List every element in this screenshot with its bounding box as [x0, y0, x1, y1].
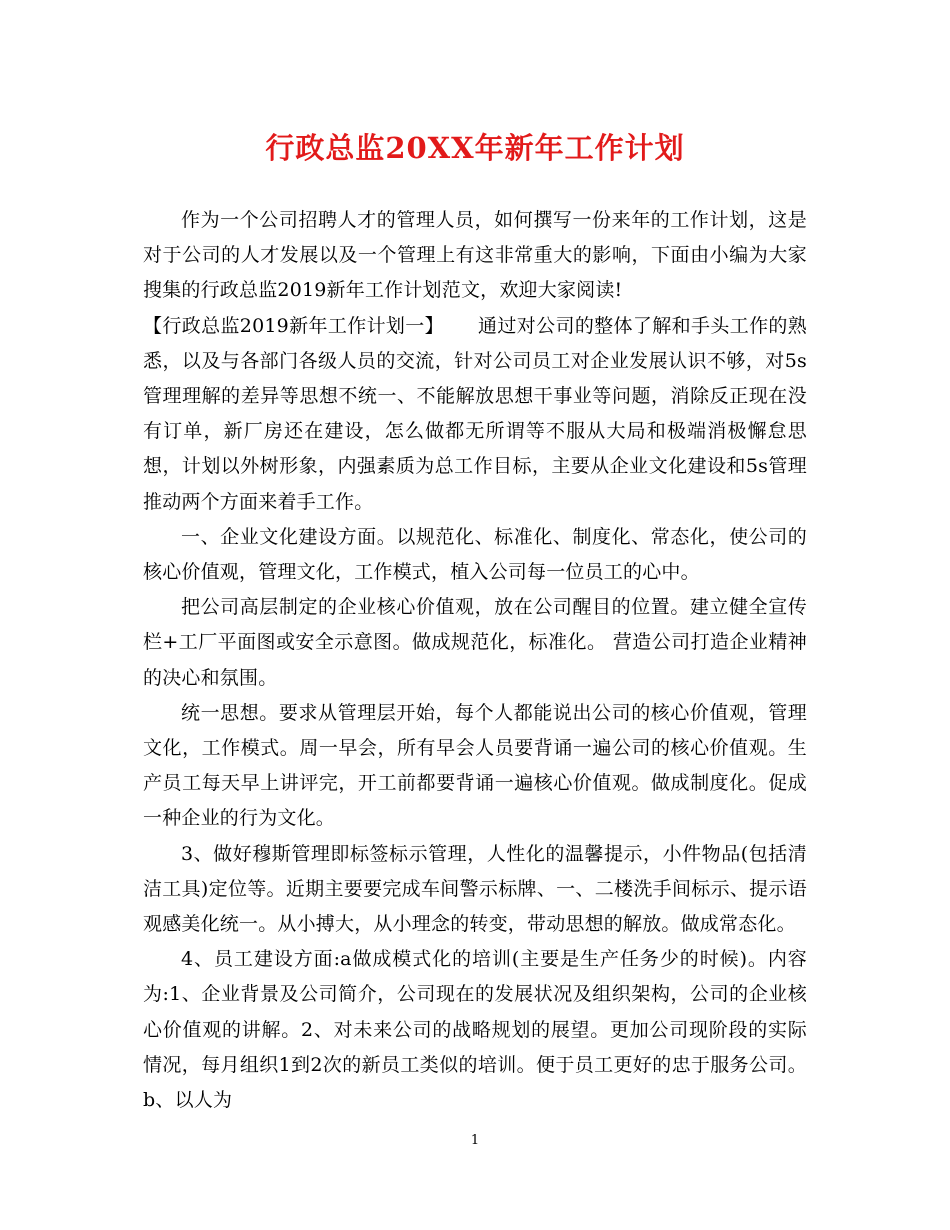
section-paragraph-text: 通过对公司的整体了解和手头工作的熟悉，以及与各部门各级人员的交流，针对公司员工对企业发展认识不够，对5s管理理解的差异等思想不统一、不能解放思想干事业等问题，消除反正现在没有订单，新厂房还在建设，怎么做都无所谓等不服从大局和极端消极懈怠思想，计划以外树形象，内强素质为总工作目标，主要从企业文化建设和5s管理推动两个方面来着手工作。	[143, 314, 807, 513]
page-number: 1	[470, 1133, 480, 1148]
section-paragraph	[143, 309, 807, 520]
intro-paragraph: 作为一个公司招聘人才的管理人员，如何撰写一份来年的工作计划，这是对于公司的人才发展以及一个管理上有这非常重大的影响，下面由小编为大家搜集的行政总监2019新年工作计划范文，欢迎大家阅读!	[143, 209, 807, 302]
label-management-paragraph: 3、做好穆斯管理即标签标示管理，人性化的温馨提示，小件物品(包括清洁工具)定位等。近期主要要完成车间警示标牌、一、二楼洗手间标示、提示语观感美化统一。从小搏大，从小理念的转变，带动思想的解放。做成常态化。	[143, 842, 807, 936]
document-body	[143, 203, 807, 1118]
section-heading: 【行政总监2019新年工作计划一】	[143, 314, 445, 337]
document-title: 行政总监20XX年新年工作计划	[265, 131, 685, 165]
thinking-paragraph: 统一思想。要求从管理层开始，每个人都能说出公司的核心价值观，管理文化，工作模式。周一早会，所有早会人员要背诵一遍公司的核心价值观。生产员工每天早上讲评完，开工前都要背诵一遍核心价值观。做成制度化。促成一种企业的行为文化。	[143, 701, 807, 830]
staff-building-paragraph: 4、员工建设方面:a做成模式化的培训(主要是生产任务少的时候)。内容为:1、企业背景及公司简介，公司现在的发展状况及组织架构，公司的企业核心价值观的讲解。2、对未来公司的战略规划的展望。更加公司现阶段的实际情况，每月组织1到2次的新员工类似的培训。便于员工更好的忠于服务公司。b、以人为	[143, 948, 807, 1112]
culture-paragraph: 一、企业文化建设方面。以规范化、标准化、制度化、常态化，使公司的核心价值观，管理文化，工作模式，植入公司每一位员工的心中。	[143, 525, 807, 584]
values-paragraph: 把公司高层制定的企业核心价值观，放在公司醒目的位置。建立健全宣传栏+工厂平面图或安全示意图。做成规范化，标准化。 营造公司打造企业精神的决心和氛围。	[143, 596, 807, 689]
